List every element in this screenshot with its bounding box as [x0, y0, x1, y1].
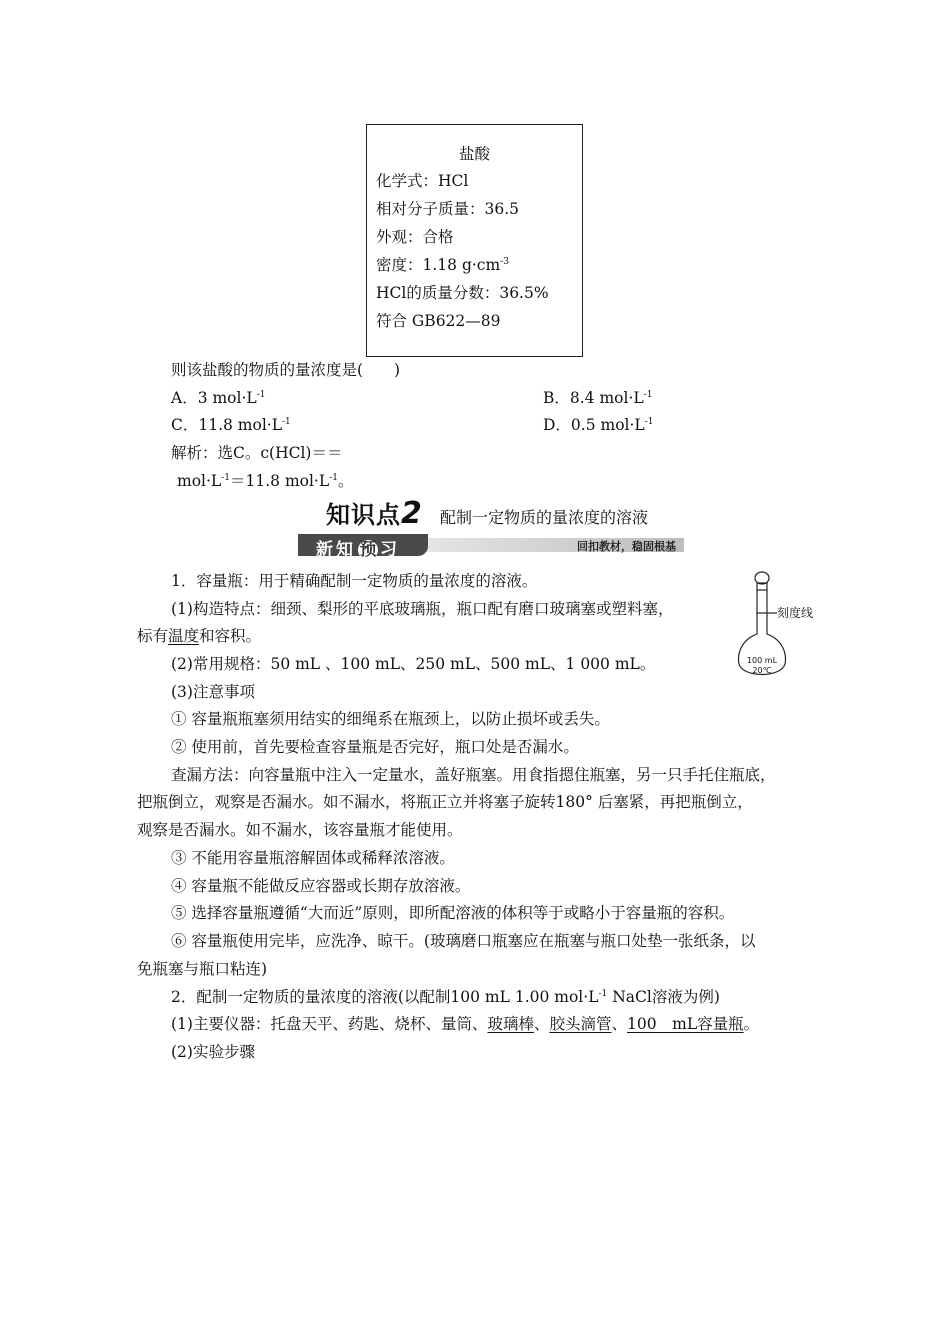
label-standard: 符合 GB622—89	[376, 312, 501, 330]
option-b	[543, 386, 652, 408]
para-3	[137, 624, 261, 646]
para-17-sep-2: 、	[611, 1015, 628, 1033]
analysis-exp-2: -1	[329, 473, 338, 483]
flask-volume: 100 mL	[746, 656, 778, 665]
para-16-a: 2．配制一定物质的量浓度的溶液(以配制100 mL 1.00 mol·L	[171, 988, 599, 1006]
banner-char-1: 新	[316, 540, 336, 560]
para-9: 把瓶倒立，观察是否漏水。如不漏水，将瓶正立并将塞子旋转180° 后塞紧，再把瓶倒立，	[137, 793, 753, 811]
option-d-text: D．0.5 mol·L	[543, 416, 645, 434]
label-title: 盐酸	[458, 145, 490, 163]
label-formula: 化学式：HCl	[376, 172, 469, 190]
para-10: 观察是否漏水。如不漏水，该容量瓶才能使用。	[137, 821, 463, 839]
para-13: ⑤ 选择容量瓶遵循“大而近”原则，即所配溶液的体积等于或略小于容量瓶的容积。	[171, 904, 735, 922]
flask-temp: 20℃	[752, 666, 772, 675]
question-stem: 则该盐酸的物质的量浓度是( )	[171, 361, 401, 379]
banner-left-text	[316, 535, 400, 560]
label-density	[376, 253, 509, 275]
kp-number: 2	[401, 496, 423, 531]
para-12: ④ 容量瓶不能做反应容器或长期存放溶液。	[171, 877, 471, 895]
banner-char-4: 习	[380, 540, 400, 560]
analysis-unit: mol·L	[177, 472, 222, 490]
flask-stopper-icon	[755, 572, 769, 584]
kp-label: 知识点	[326, 501, 401, 529]
option-a-text: A．3 mol·L	[171, 389, 257, 407]
density-exponent: -3	[500, 257, 509, 267]
answer-glass-rod: 玻璃棒	[487, 1015, 534, 1033]
reagent-label-box	[366, 124, 583, 357]
answer-dropper: 胶头滴管	[549, 1015, 612, 1033]
answer-temperature: 温度	[168, 627, 200, 645]
option-c-exp: -1	[282, 417, 291, 427]
option-a-exp: -1	[256, 390, 266, 400]
para-17-a: (1)主要仪器：托盘天平、药匙、烧杯、量筒、	[171, 1015, 488, 1033]
label-mass-fraction: HCl的质量分数：36.5%	[376, 284, 549, 302]
para-18: (2)实验步骤	[171, 1043, 255, 1061]
para-17-end: 。	[743, 1015, 760, 1033]
para-7: ② 使用前，首先要检查容量瓶是否完好，瓶口处是否漏水。	[171, 738, 579, 756]
analysis-end: 。	[337, 472, 354, 490]
para-15: 免瓶塞与瓶口粘连)	[137, 960, 268, 978]
banner-char-2: 知	[336, 540, 356, 560]
option-d	[543, 413, 654, 435]
label-molar-mass: 相对分子质量：36.5	[376, 200, 520, 218]
analysis-line-2	[177, 469, 353, 491]
banner-right-text: 回扣教材，稳固根基	[577, 540, 676, 553]
label-appearance: 外观：合格	[376, 228, 454, 246]
analysis-exp-1: -1	[221, 473, 230, 483]
option-b-text: B．8.4 mol·L	[543, 389, 644, 407]
knowledge-point-subtitle: 配制一定物质的量浓度的溶液	[440, 508, 649, 527]
para-17	[171, 1012, 759, 1034]
para-17-sep-1: 、	[533, 1015, 550, 1033]
option-a	[171, 386, 265, 408]
para-16-exp: -1	[598, 989, 608, 999]
analysis-result: ＝11.8 mol·L	[230, 472, 330, 490]
para-11: ③ 不能用容量瓶溶解固体或稀释浓溶液。	[171, 849, 455, 867]
answer-volumetric-flask: 100 mL容量瓶	[627, 1015, 744, 1033]
volumetric-flask-figure	[735, 568, 825, 686]
para-6: ① 容量瓶瓶塞须用结实的细绳系在瓶颈上，以防止损坏或丢失。	[171, 710, 610, 728]
para-3-a: 标有	[137, 627, 169, 645]
knowledge-point-title	[326, 495, 423, 531]
para-1: 1．容量瓶：用于精确配制一定物质的量浓度的溶液。	[171, 572, 538, 590]
flask-mark-label: 刻度线	[777, 606, 814, 620]
para-8: 查漏方法：向容量瓶中注入一定量水，盖好瓶塞。用食指摁住瓶塞，另一只手托住瓶底，	[171, 766, 776, 784]
density-text: 密度：1.18 g·cm	[376, 256, 501, 274]
para-16-b: NaCl溶液为例)	[607, 988, 720, 1006]
para-14: ⑥ 容量瓶使用完毕，应洗净、晾干。(玻璃磨口瓶塞应在瓶塞与瓶口处垫一张纸条，以	[171, 932, 756, 950]
analysis-line-1: 解析：选C。c(HCl)＝＝	[171, 444, 343, 462]
option-d-exp: -1	[644, 417, 654, 427]
para-3-b: 和容积。	[199, 627, 262, 645]
para-16	[171, 985, 720, 1007]
para-5: (3)注意事项	[171, 683, 255, 701]
preview-banner	[298, 534, 684, 560]
para-4: (2)常用规格：50 mL 、100 mL、250 mL、500 mL、1 000 mL。	[171, 655, 656, 673]
option-c-text: C．11.8 mol·L	[171, 416, 283, 434]
banner-char-3: 预	[359, 540, 377, 560]
option-b-exp: -1	[643, 390, 653, 400]
option-c	[171, 413, 291, 435]
para-2: (1)构造特点：细颈、梨形的平底玻璃瓶，瓶口配有磨口玻璃塞或塑料塞，	[171, 600, 674, 618]
